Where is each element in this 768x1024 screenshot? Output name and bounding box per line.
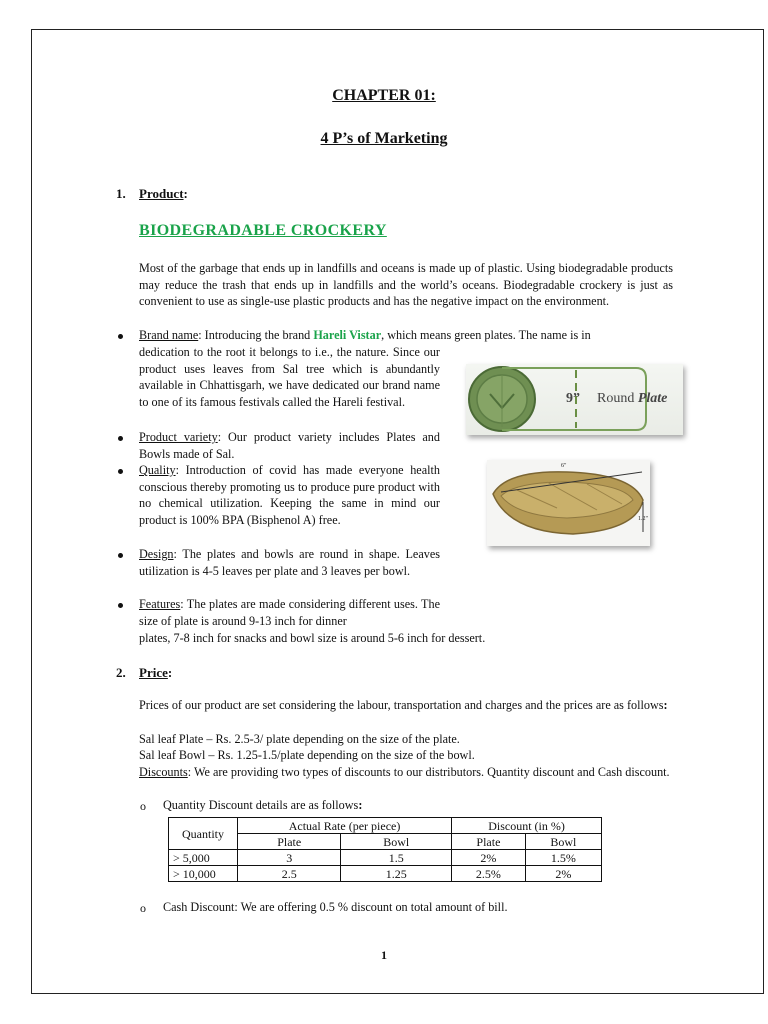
features-text: : The plates are made considering different uses. The size of plate is around 9-13 inch for dinner [139, 597, 440, 628]
table-row [169, 850, 602, 866]
brand-name-label: Brand name [139, 328, 199, 342]
price-intro-colon: : [663, 698, 668, 712]
design-text: : The plates and bowls are round in shape. Leaves utilization is 4-5 leaves per plate and 3 leaves per bowl. [139, 547, 440, 578]
cash-discount-line: Cash Discount: We are offering 0.5 % discount on total amount of bill. [163, 900, 508, 914]
table-cell: 2.5 [238, 866, 341, 882]
discount-table [168, 817, 602, 882]
features-bullet [139, 596, 440, 629]
table-cell: 3 [238, 850, 341, 866]
leaf-bowl-illustration [487, 460, 650, 546]
header-bowl: Bowl [525, 834, 601, 850]
header-plate: Plate [238, 834, 341, 850]
product-heading: BIODEGRADABLE CROCKERY [139, 222, 387, 239]
plate-caption [597, 391, 667, 407]
product-intro-paragraph: Most of the garbage that ends up in landfills and oceans is made up of plastic. Using biodegradable products may reduce the trash that ends up in landfills and the world’s oceans. Biodegradable crockery is just as convenient to use as single-use plastic products and has the negative impact on the environment. [139, 261, 673, 309]
price-line-plate: Sal leaf Plate – Rs. 2.5-3/ plate depending on the size of the plate. [139, 732, 460, 746]
page-number: 1 [381, 948, 387, 962]
table-cell: 2% [452, 850, 526, 866]
table-cell: 2.5% [452, 866, 526, 882]
quantity-discount-intro [163, 797, 643, 814]
table-header-row [169, 818, 602, 834]
quantity-discount-colon: : [358, 798, 363, 812]
quantity-discount-text: Quantity Discount details are as follows [163, 798, 359, 812]
table-cell: 1.5 [341, 850, 452, 866]
section-number-1: 1. [116, 186, 126, 201]
plate-caption-plate: Plate [637, 391, 668, 406]
table-cell: 1.5% [525, 850, 601, 866]
brand-name-value: Hareli Vistar [313, 328, 382, 342]
discounts-paragraph [139, 764, 673, 781]
bullet-dot [118, 334, 123, 339]
variety-label: Product variety [139, 430, 218, 444]
bullet-dot [118, 436, 123, 441]
chapter-title: CHAPTER 01: [332, 87, 436, 104]
brand-text-post: , which means green plates. The name is in [381, 328, 591, 342]
variety-text: : Our product variety includes Plates and Bowls made of Sal. [139, 430, 440, 461]
discounts-label: Discounts [139, 765, 188, 779]
features-continuation: plates, 7-8 inch for snacks and bowl size is around 5-6 inch for dessert. [139, 631, 486, 645]
section-colon: : [167, 665, 173, 680]
section-number-2: 2. [116, 665, 126, 680]
bullet-dot [118, 553, 123, 558]
table-cell: 2% [525, 866, 601, 882]
section-heading-product [139, 186, 188, 202]
brand-text: : Introducing the brand [198, 328, 314, 342]
header-actual-rate: Actual Rate (per piece) [238, 818, 452, 834]
quality-label: Quality [139, 463, 176, 477]
discounts-text: : We are providing two types of discounts to our distributors. Quantity discount and Cash discount. [187, 765, 670, 779]
bowl-side-dimension: 1.2" [638, 516, 648, 522]
brand-bullet-line [139, 327, 673, 344]
variety-bullet [139, 429, 440, 462]
price-intro [139, 697, 673, 714]
header-discount: Discount (in %) [452, 818, 602, 834]
plate-caption-round: Round [597, 391, 635, 406]
chapter-subtitle: 4 P’s of Marketing [320, 130, 448, 147]
plate-size-label: 9” [566, 391, 580, 406]
price-intro-text: Prices of our product are set considering the labour, transportation and charges and the prices are as follows [139, 698, 664, 712]
header-quantity: Quantity [169, 818, 238, 850]
quality-bullet [139, 462, 440, 529]
bullet-dot [118, 603, 123, 608]
section-heading-price [139, 665, 172, 681]
section-title-product: Product [139, 186, 184, 201]
leaf-bowl-image [487, 460, 650, 546]
price-line-bowl: Sal leaf Bowl – Rs. 1.25-1.5/plate depending on the size of the bowl. [139, 748, 475, 762]
brand-bullet-continuation: dedication to the root it belongs to i.e., the nature. Since our product uses leaves from Sal tree which is abundantly available in Chhattisgarh, we have dedicated our brand name to one of its famous festivals called the Hareli festival. [139, 345, 440, 410]
quality-text: : Introduction of covid has made everyone health conscious thereby promoting us to produce pure product with no chemical utilization. Keeping the same in mind our product is 100% BPA (Bisphenol A) free. [139, 463, 440, 528]
section-colon: : [183, 186, 188, 201]
header-bowl: Bowl [341, 834, 452, 850]
table-cell: > 10,000 [169, 866, 238, 882]
sub-bullet-circle: o [140, 799, 146, 813]
sub-bullet-circle: o [140, 901, 146, 915]
table-cell: 1.25 [341, 866, 452, 882]
design-label: Design [139, 547, 174, 561]
round-plate-image [466, 364, 683, 435]
table-row [169, 866, 602, 882]
section-title-price: Price [139, 665, 168, 680]
design-bullet [139, 546, 440, 579]
bowl-top-dimension: 6" [561, 463, 567, 469]
table-cell: > 5,000 [169, 850, 238, 866]
bullet-dot [118, 469, 123, 474]
features-label: Features [139, 597, 181, 611]
header-plate: Plate [452, 834, 526, 850]
